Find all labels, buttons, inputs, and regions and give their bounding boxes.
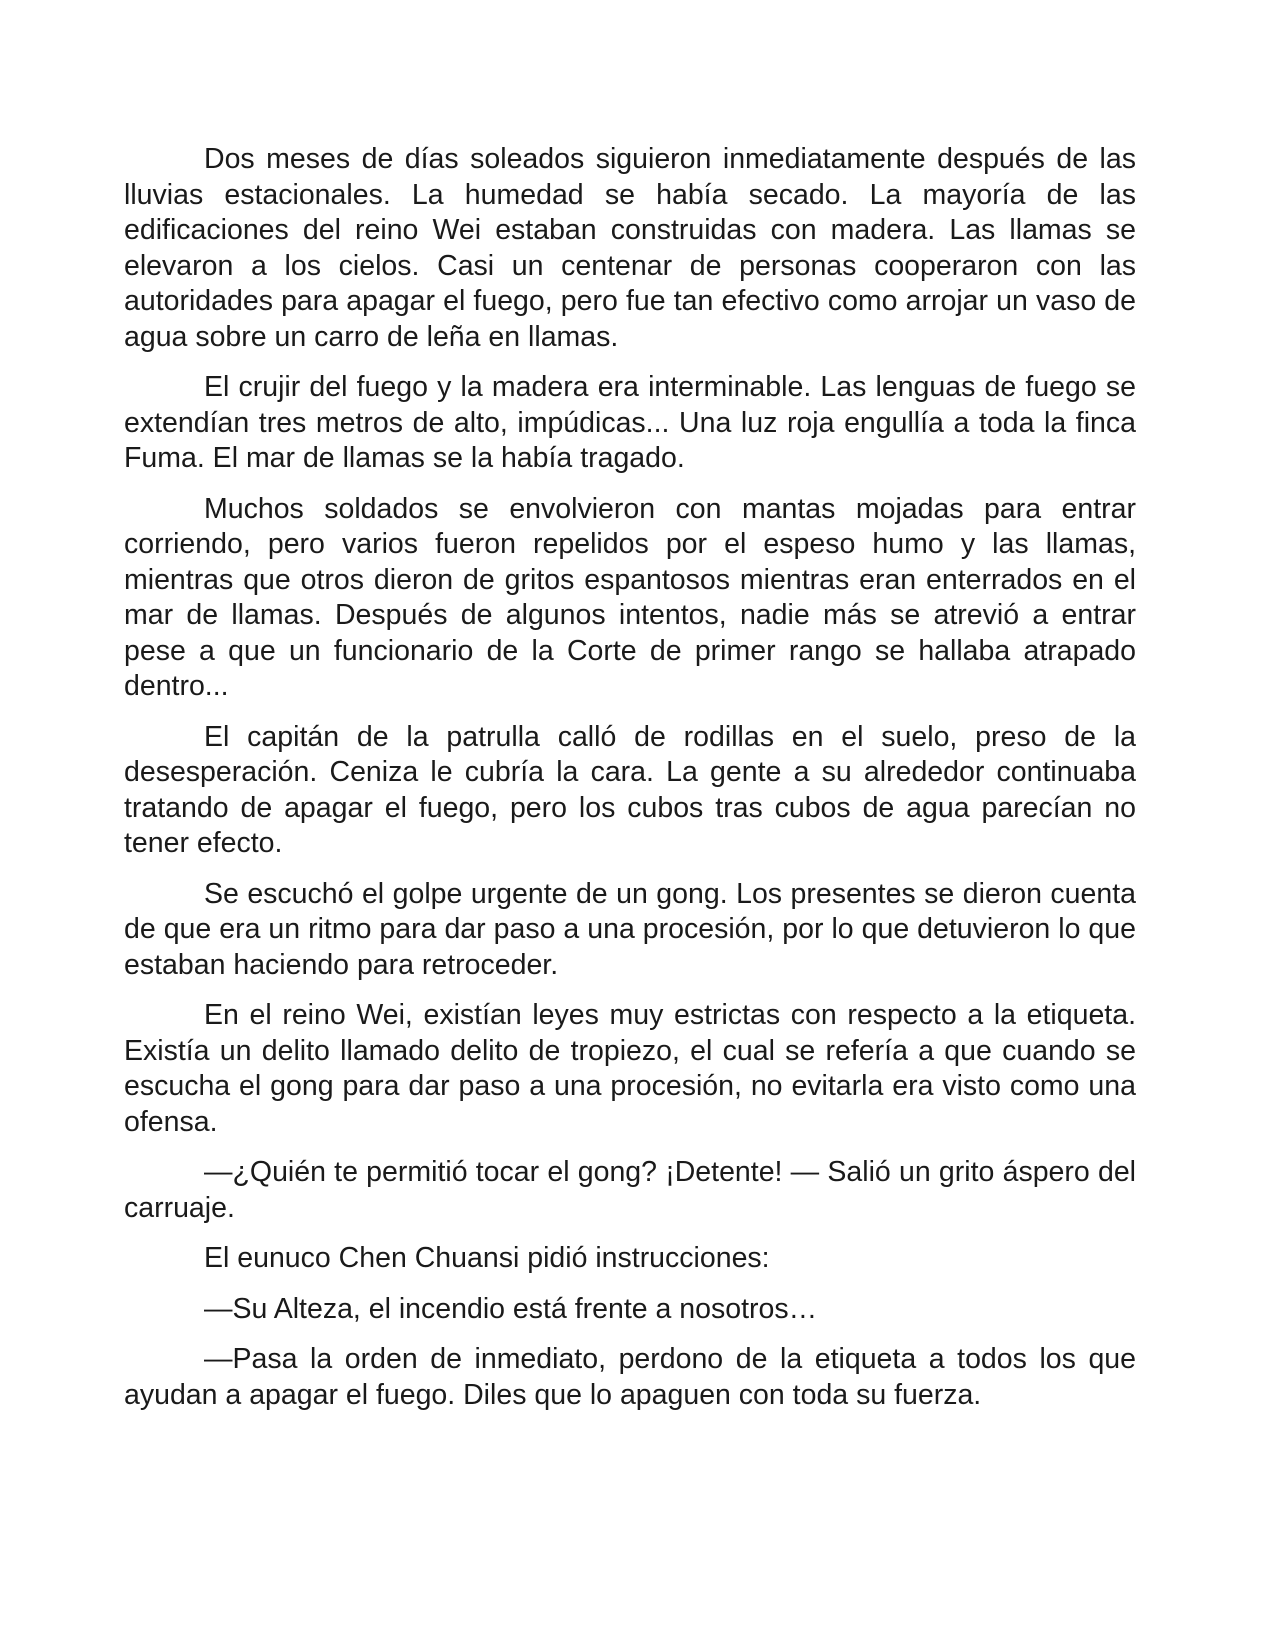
paragraph-7: —¿Quién te permitió tocar el gong? ¡Detente! — Salió un grito áspero del carruaje.	[124, 1156, 1136, 1224]
paragraph-9: —Su Alteza, el incendio está frente a nosotros…	[204, 1292, 818, 1325]
paragraph-2: El crujir del fuego y la madera era interminable. Las lenguas de fuego se extendían tres metros de alto, impúdicas... Una luz roja engullía a toda la finca Fuma. El mar de llamas se la había tragado.	[124, 371, 1136, 474]
document-page	[124, 142, 1136, 1428]
paragraph-4: El capitán de la patrulla calló de rodillas en el suelo, preso de la desesperación. Ceniza le cubría la cara. La gente a su alrededor continuaba tratando de apagar el fuego, pero los cubos tras cubos de agua parecían no tener efecto.	[124, 720, 1136, 859]
paragraph-3: Muchos soldados se envolvieron con mantas mojadas para entrar corriendo, pero varios fueron repelidos por el espeso humo y las llamas, mientras que otros dieron de gritos espantosos mientras eran enterrados en el mar de llamas. Después de algunos intentos, nadie más se atrevió a entrar pese a que un funcionario de la Corte de primer rango se hallaba atrapado dentro...	[124, 492, 1136, 702]
paragraph-10: —Pasa la orden de inmediato, perdono de la etiqueta a todos los que ayudan a apagar el fuego. Diles que lo apaguen con toda su fuerza.	[124, 1343, 1136, 1411]
paragraph-5: Se escuchó el golpe urgente de un gong. Los presentes se dieron cuenta de que era un ritmo para dar paso a una procesión, por lo que detuvieron lo que estaban haciendo para retroceder.	[124, 877, 1136, 981]
paragraph-6: En el reino Wei, existían leyes muy estrictas con respecto a la etiqueta. Existía un delito llamado delito de tropiezo, el cual se refería a que cuando se escucha el gong para dar paso a una procesión, no evitarla era visto como una ofensa.	[124, 999, 1136, 1138]
paragraph-8: El eunuco Chen Chuansi pidió instrucciones:	[204, 1242, 770, 1274]
paragraph-1: Dos meses de días soleados siguieron inmediatamente después de las lluvias estacionales. La humedad se había secado. La mayoría de las edificaciones del reino Wei estaban construidas con madera. Las llamas se elevaron a los cielos. Casi un centenar de personas cooperaron con las autoridades para apagar el fuego, pero fue tan efectivo como arrojar un vaso de agua sobre un carro de leña en llamas.	[124, 143, 1136, 353]
